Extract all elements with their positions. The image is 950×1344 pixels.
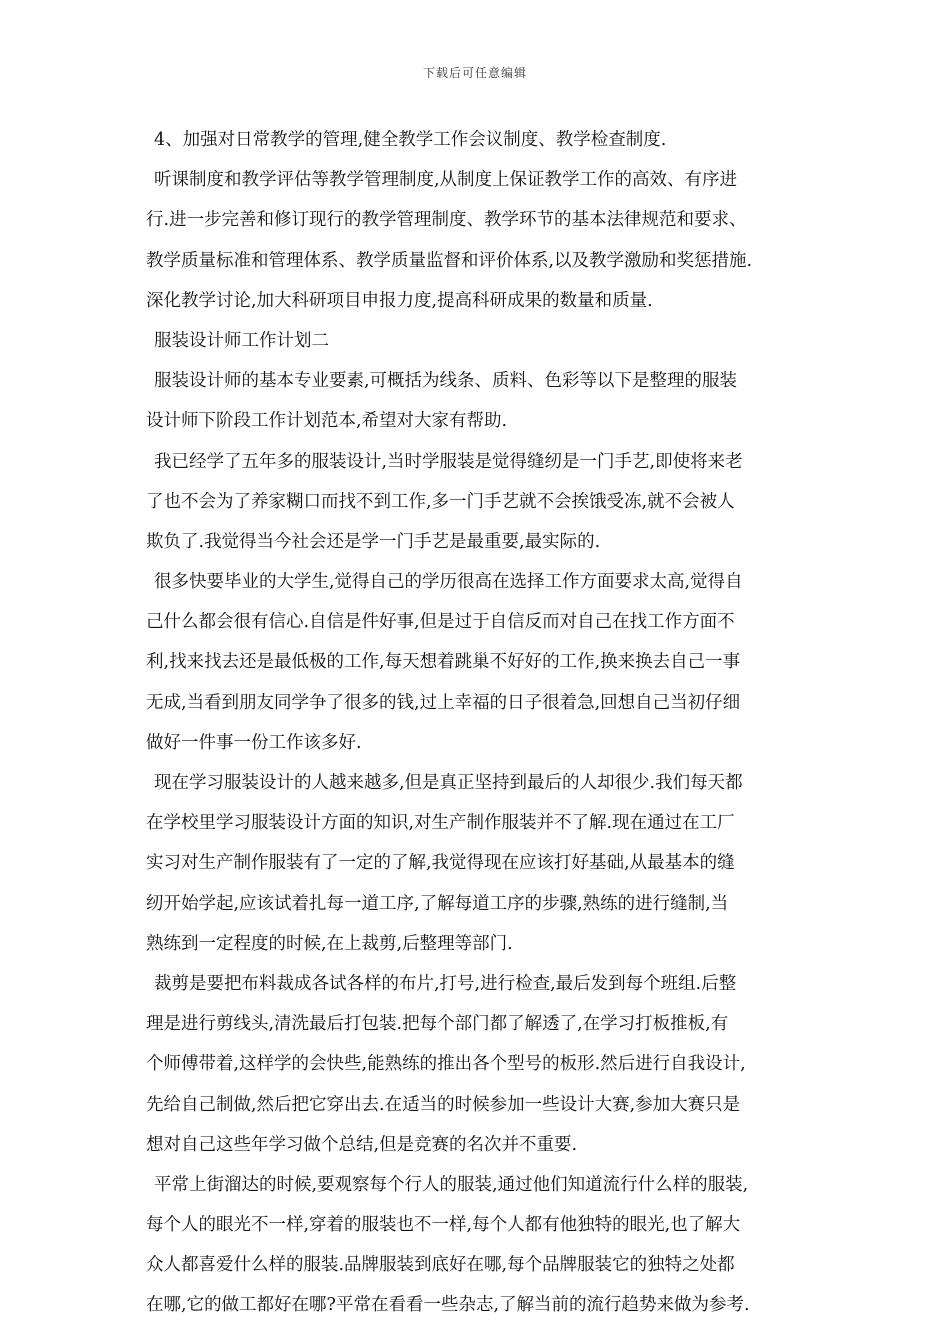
text-line: 很多快要毕业的大学生,觉得自己的学历很高在选择工作方面要求太高,觉得自: [154, 572, 743, 593]
text-line: 了也不会为了养家糊口而找不到工作,多一门手艺就不会挨饿受冻,就不会被人: [146, 491, 735, 512]
text-line: 我已经学了五年多的服装设计,当时学服装是觉得缝纫是一门手艺,即使将来老: [154, 451, 743, 472]
text-line: 4、加强对日常教学的管理,健全教学工作会议制度、教学检查制度.: [154, 130, 667, 150]
text-line: 行.进一步完善和修订现行的教学管理制度、教学环节的基本法律规范和要求、: [146, 210, 747, 231]
text-line: 利,找来找去还是最低极的工作,每天想着跳巢不好好的工作,换来换去自己一事: [146, 652, 741, 673]
text-line: 众人都喜爱什么样的服装.品牌服装到底好在哪,每个品牌服装它的独特之处都: [146, 1255, 735, 1276]
text-line: 在学校里学习服装设计方面的知识,对生产制作服装并不了解.现在通过在工厂: [146, 813, 735, 834]
text-line: 现在学习服装设计的人越来越多,但是真正坚持到最后的人却很少.我们每天都: [154, 773, 743, 793]
text-line: 深化教学讨论,加大科研项目申报力度,提高科研成果的数量和质量.: [146, 290, 653, 311]
document-body: [146, 120, 818, 1326]
page-header: 下载后可任意编辑: [422, 66, 527, 80]
text-line: 服装设计师工作计划二: [154, 330, 329, 351]
text-line: 欺负了.我觉得当今社会还是学一门手艺是最重要,最实际的.: [146, 531, 601, 552]
text-line: 听课制度和教学评估等教学管理制度,从制度上保证教学工作的高效、有序进: [154, 170, 738, 191]
text-line: 平常上街溜达的时候,要观察每个行人的服装,通过他们知道流行什么样的服装,: [154, 1174, 749, 1195]
text-line: 个师傅带着,这样学的会快些,能熟练的推出各个型号的板形.然后进行自我设计,: [146, 1054, 746, 1075]
text-line: 做好一件事一份工作该多好.: [146, 732, 362, 753]
text-line: 服装设计师的基本专业要素,可概括为线条、质料、色彩等以下是整理的服装: [154, 371, 738, 392]
text-line: 熟练到一定程度的时候,在上裁剪,后整理等部门.: [146, 933, 513, 954]
text-line: 每个人的眼光不一样,穿着的服装也不一样,每个人都有他独特的眼光,也了解大: [146, 1215, 741, 1236]
text-line: 理是进行剪线头,清洗最后打包装.把每个部门都了解透了,在学习打板推板,有: [146, 1014, 729, 1035]
text-line: 设计师下阶段工作计划范本,希望对大家有帮助.: [146, 411, 508, 432]
text-line: 先给自己制做,然后把它穿出去.在适当的时候参加一些设计大赛,参加大赛只是: [146, 1094, 741, 1115]
text-line: 教学质量标准和管理体系、教学质量监督和评价体系,以及教学激励和奖惩措施.: [146, 250, 753, 271]
text-line: 无成,当看到朋友同学争了很多的钱,过上幸福的日子很着急,回想自己当初仔细: [146, 692, 741, 713]
text-line: 想对自己这些年学习做个总结,但是竞赛的名次并不重要.: [146, 1134, 578, 1155]
text-line: 裁剪是要把布料裁成各试各样的布片,打号,进行检查,最后发到每个班组.后整: [154, 973, 737, 994]
text-line: 己什么都会很有信心.自信是件好事,但是过于自信反而对自己在找工作方面不: [146, 612, 735, 633]
text-line: 实习对生产制作服装有了一定的了解,我觉得现在应该打好基础,从最基本的缝: [146, 853, 735, 874]
text-line: 在哪,它的做工都好在哪?平常在看看一些杂志,了解当前的流行趋势来做为参考.: [146, 1295, 750, 1316]
text-line: 纫开始学起,应该试着扎每一道工序,了解每道工序的步骤,熟练的进行缝制,当: [146, 893, 729, 914]
